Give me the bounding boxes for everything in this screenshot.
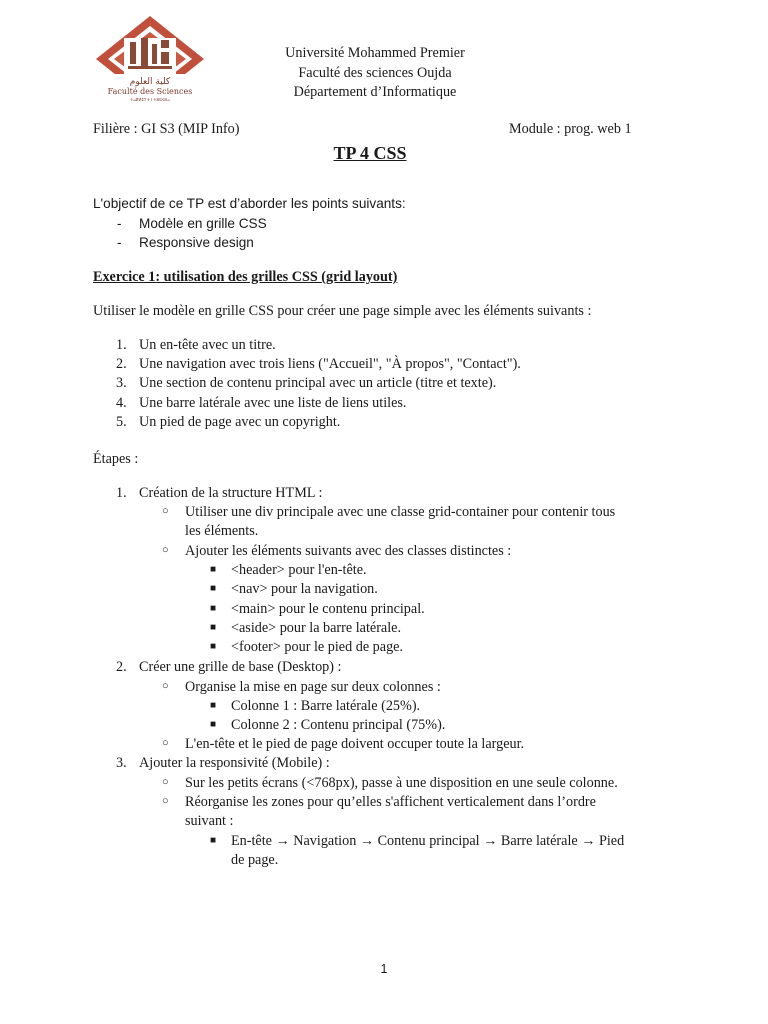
faculty-logo (94, 14, 206, 104)
steps-label: Étapes : (93, 451, 139, 467)
list-number: 1. (116, 337, 127, 353)
element-item: <main> pour le contenu principal. (231, 601, 425, 617)
list-number: 2. (116, 659, 127, 675)
dash-bullet: - (117, 216, 122, 231)
logo-arabic-text: كلية العلوم (129, 77, 171, 87)
square-bullet: ■ (210, 700, 217, 711)
step-sub-item: Sur les petits écrans (<768px), passe à une disposition en une seule colonne. (185, 775, 618, 791)
list-number: 1. (116, 485, 127, 501)
exercise-text: Utiliser le modèle en grille CSS pour créer une page simple avec les éléments suivants : (93, 303, 592, 319)
circle-bullet: ○ (162, 505, 169, 517)
square-bullet: ■ (210, 603, 217, 614)
element-item: <aside> pour la barre latérale. (231, 620, 402, 636)
university-name: Université Mohammed Premier (285, 45, 465, 61)
department-name: Département d’Informatique (293, 84, 457, 100)
step-sub-item: Organise la mise en page sur deux colonnes : (185, 679, 441, 695)
step-sub-item-continued: les éléments. (185, 523, 259, 539)
square-bullet: ■ (210, 641, 217, 652)
step-title: Ajouter la responsivité (Mobile) : (139, 755, 330, 771)
step-sub-item-continued: suivant : (185, 813, 234, 829)
order-item-continued: de page. (231, 852, 279, 868)
circle-bullet: ○ (162, 737, 169, 749)
list-item: Une navigation avec trois liens ("Accueil", "À propos", "Contact"). (139, 356, 521, 372)
column-item: Colonne 2 : Contenu principal (75%). (231, 717, 446, 733)
dash-bullet: - (117, 235, 122, 250)
module-label: Module : prog. web 1 (509, 121, 632, 137)
logo-small-text: ⵜⴰⴽⵍⵉⵢⵜ ⵏ ⵜⵓⵙⵙⵏⴰ (130, 97, 170, 102)
list-item: Une barre latérale avec une liste de liens utiles. (139, 395, 407, 411)
square-bullet: ■ (210, 719, 217, 730)
column-item: Colonne 1 : Barre latérale (25%). (231, 698, 421, 714)
faculty-name: Faculté des sciences Oujda (298, 64, 452, 81)
square-bullet: ■ (210, 583, 217, 594)
intro-text: L'objectif de ce TP est d’aborder les points suivants: (93, 196, 406, 211)
step-sub-item: Ajouter les éléments suivants avec des classes distinctes : (185, 543, 512, 559)
circle-bullet: ○ (162, 776, 169, 788)
list-number: 4. (116, 395, 127, 411)
element-item: <nav> pour la navigation. (231, 581, 378, 597)
element-item: <footer> pour le pied de page. (231, 639, 404, 655)
university-header (270, 44, 480, 103)
step-title: Créer une grille de base (Desktop) : (139, 659, 342, 675)
list-item: Un en-tête avec un titre. (139, 337, 276, 353)
element-item: <header> pour l'en-tête. (231, 562, 367, 578)
document-title: TP 4 CSS (333, 143, 407, 163)
page-number: 1 (380, 962, 388, 976)
list-number: 5. (116, 414, 127, 430)
list-number: 2. (116, 356, 127, 372)
list-number: 3. (116, 375, 127, 391)
intro-item: Responsive design (139, 235, 254, 250)
logo-latin-text: Faculté des Sciences (107, 87, 193, 96)
list-item: Un pied de page avec un copyright. (139, 414, 341, 430)
circle-bullet: ○ (162, 680, 169, 692)
step-sub-item: L'en-tête et le pied de page doivent occuper toute la largeur. (185, 736, 525, 752)
square-bullet: ■ (210, 622, 217, 633)
step-sub-item: Utiliser une div principale avec une classe grid-container pour contenir tous (185, 504, 616, 520)
square-bullet: ■ (210, 564, 217, 575)
intro-item: Modèle en grille CSS (139, 216, 267, 231)
square-bullet: ■ (210, 835, 217, 846)
step-title: Création de la structure HTML : (139, 485, 323, 501)
circle-bullet: ○ (162, 544, 169, 556)
list-number: 3. (116, 755, 127, 771)
list-item: Une section de contenu principal avec un article (titre et texte). (139, 375, 497, 391)
exercise-title: Exercice 1: utilisation des grilles CSS (grid layout) (93, 269, 398, 285)
order-item: En-tête → Navigation → Contenu principal → Barre latérale → Pied (231, 833, 625, 849)
circle-bullet: ○ (162, 795, 169, 807)
step-sub-item: Réorganise les zones pour qu’elles s'affichent verticalement dans l’ordre (185, 794, 596, 810)
filiere-label: Filière : GI S3 (MIP Info) (93, 121, 240, 137)
